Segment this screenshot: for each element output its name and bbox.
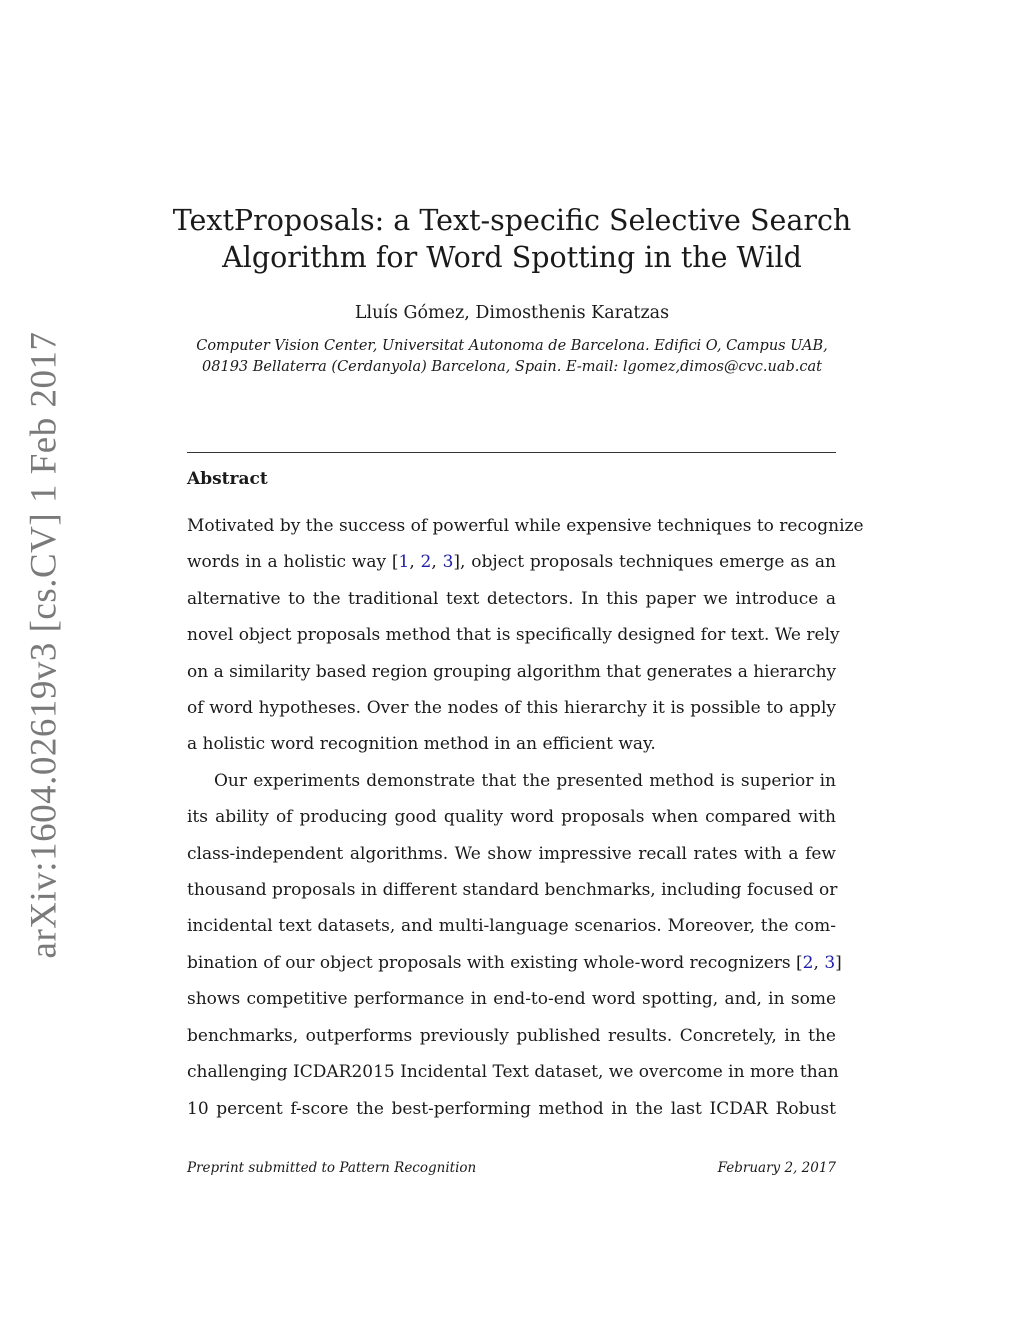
abstract-line — [187, 945, 842, 981]
section-divider — [187, 452, 836, 453]
abstract-line: incidental text datasets, and multi-language scenarios. Moreover, the com- — [187, 916, 836, 937]
citation-link-2[interactable]: 2 — [420, 552, 432, 573]
abstract-line: Motivated by the success of powerful while expensive techniques to recognize — [187, 516, 864, 536]
text-run: ], object proposals techniques emerge as an — [453, 552, 837, 573]
abstract-heading: Abstract — [187, 469, 268, 489]
text-run: ] — [835, 952, 842, 973]
abstract-line — [187, 544, 836, 580]
abstract-line: benchmarks, outperforms previously published results. Concretely, in the — [187, 1025, 836, 1046]
text-run: words in a holistic way [ — [187, 552, 399, 573]
arxiv-id-text: arXiv:1604.02619v3 [cs.CV] 1 Feb 2017 — [23, 331, 65, 959]
citation-link-2[interactable]: 2 — [802, 952, 814, 973]
abstract-line: thousand proposals in different standard benchmarks, including focused or — [187, 880, 838, 901]
text-run: , — [431, 552, 443, 573]
title-line-2: Algorithm for Word Spotting in the Wild — [222, 241, 802, 274]
footer-date: February 2, 2017 — [717, 1160, 836, 1176]
text-run: , — [409, 552, 421, 573]
abstract-line: novel object proposals method that is specifically designed for text. We rely — [187, 625, 840, 646]
abstract-line: a holistic word recognition method in an efficient way. — [187, 734, 656, 755]
affiliation — [150, 336, 874, 378]
abstract-line: 10 percent f-score the best-performing method in the last ICDAR Robust — [187, 1098, 836, 1119]
citation-link-1[interactable]: 1 — [398, 552, 410, 573]
abstract-body — [187, 508, 864, 1127]
page-footer — [187, 1160, 836, 1176]
abstract-paragraph-2 — [187, 763, 842, 1127]
abstract-line: on a similarity based region grouping algorithm that generates a hierarchy — [187, 661, 837, 682]
paper-title — [150, 202, 874, 276]
title-line-1: TextProposals: a Text-specific Selective Search — [172, 204, 852, 237]
abstract-line: alternative to the traditional text detectors. In this paper we introduce a — [187, 588, 836, 609]
abstract-line: shows competitive performance in end-to-end word spotting, and, in some — [187, 989, 836, 1010]
abstract-line: its ability of producing good quality word proposals when compared with — [187, 807, 836, 828]
abstract-line: challenging ICDAR2015 Incidental Text dataset, we overcome in more than — [187, 1062, 839, 1083]
abstract-line: class-independent algorithms. We show impressive recall rates with a few — [187, 843, 836, 864]
abstract-line: Our experiments demonstrate that the presented method is superior in — [214, 770, 836, 791]
text-run: , — [813, 952, 825, 973]
affiliation-line-2: 08193 Bellaterra (Cerdanyola) Barcelona, Spain. E-mail: lgomez,dimos@cvc.uab.cat — [202, 359, 822, 375]
abstract-line: of word hypotheses. Over the nodes of this hierarchy it is possible to apply — [187, 698, 836, 719]
affiliation-line-1: Computer Vision Center, Universitat Autonoma de Barcelona. Edifici O, Campus UAB, — [196, 338, 828, 354]
citation-link-3[interactable]: 3 — [824, 952, 836, 973]
footer-submission-note: Preprint submitted to Pattern Recognition — [187, 1160, 477, 1176]
citation-link-3[interactable]: 3 — [442, 552, 454, 573]
abstract-paragraph-1 — [187, 508, 864, 763]
author-list: Lluís Gómez, Dimosthenis Karatzas — [354, 303, 670, 323]
text-run: bination of our object proposals with existing whole-word recognizers [ — [187, 952, 803, 973]
